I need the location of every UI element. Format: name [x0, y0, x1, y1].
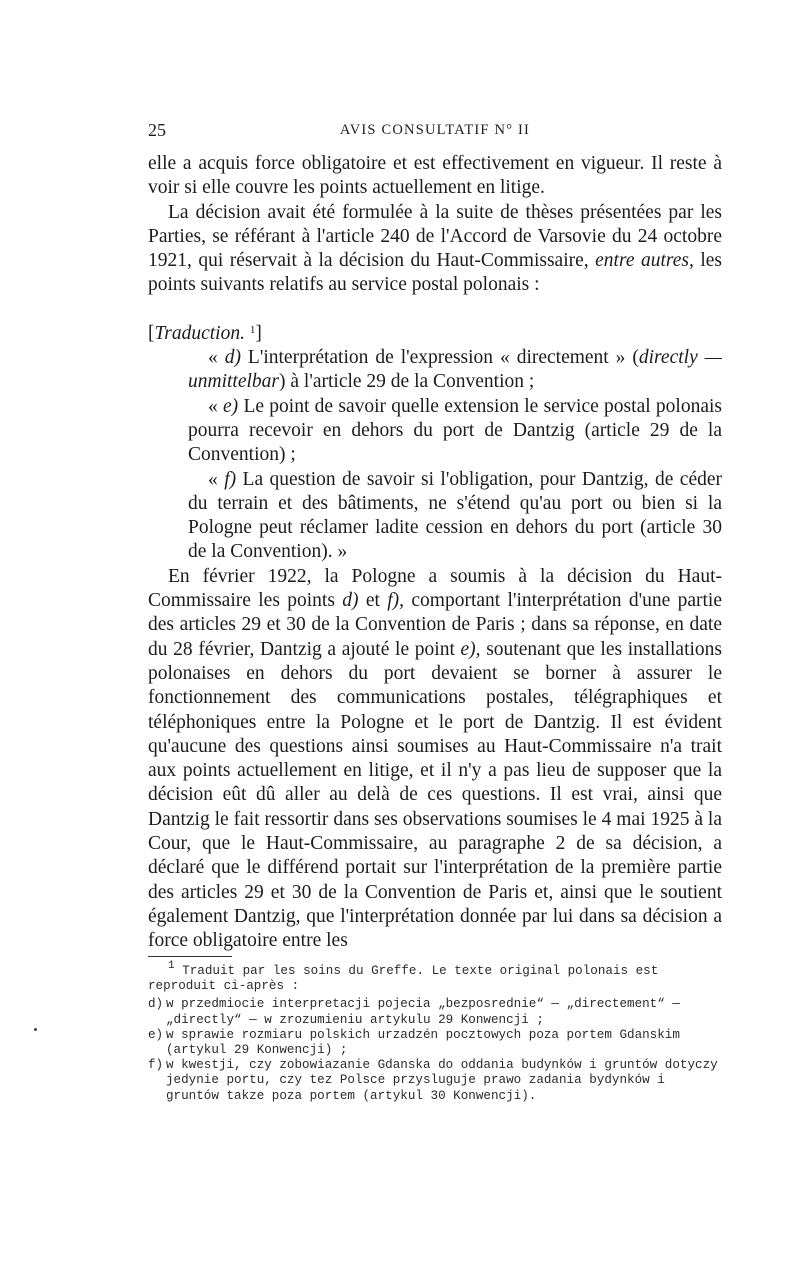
translation-label-text: Traduction. [154, 322, 245, 344]
paragraph-3-key-f: f), [387, 590, 405, 612]
paragraph-2-text-a: La décision avait été formulée à la suite de thèses présentées par les Parties, se référant à l'article 240 de l'Accord de Varsovie du 24 octobre 1921, qui réservait à la décision du Haut-Commissaire, [148, 201, 722, 272]
quote-key-e: e) [223, 395, 239, 417]
translation-label: [Traduction. $^1$] [148, 322, 262, 344]
quote-point-e [188, 395, 722, 468]
quote-text-d-b: ) à l'article 29 de la Convention ; [279, 371, 535, 393]
quote-text-f: La question de savoir si l'obligation, pour Dantzig, de céder du terrain et des bâtiments, ne s'étend qu'au port ou bien si la Pologne peut réclamer ladite cession en dehors du port (article 30 de la Convention). » [188, 468, 722, 563]
main-text [148, 152, 722, 954]
spacer [148, 298, 722, 322]
paragraph-3-text-a: En février 1922, la Pologne a soumis à la décision du Haut-Commissaire les points [148, 565, 722, 612]
footnote-item-e [148, 1028, 722, 1058]
footnote-divider [148, 956, 232, 957]
quote-key-f: f) [224, 468, 237, 490]
paragraph-2 [148, 201, 722, 298]
footnote-text-e: w sprawie rozmiaru polskich urzadzén pocztowych poza portem Gdanskim (artykul 29 Konwencji) ; [166, 1027, 680, 1058]
quote-emphasis-d: directly —unmittelbar [188, 347, 723, 393]
running-title: AVIS CONSULTATIF N° II [339, 122, 531, 138]
footnote-number: 1 [168, 960, 175, 972]
quoted-points [148, 346, 722, 565]
quote-open-f: « [208, 468, 225, 490]
footnote-text-f: w kwestji, czy zobowiazanie Gdanska do oddania budynków i gruntów dotyczy jedynie portu, czy tez Polsce przysluguje prawo zadania bydynków i gruntów takze poza portem (artykul 30 Konwencji). [166, 1058, 718, 1103]
footnote-intro-text: Traduit par les soins du Greffe. Le texte original polonais est reproduit ci-après : [148, 964, 659, 994]
quote-text-d-a: L'interprétation de l'expression « directement » ( [240, 347, 639, 369]
paragraph-3-key-d: d) [342, 590, 359, 612]
page-header [148, 120, 722, 146]
footnote-item-d [148, 997, 722, 1027]
paragraph-2-emphasis: entre autres, [595, 250, 694, 272]
translation-footnote-ref: 1 [249, 323, 256, 336]
footnote-text-d: w przedmiocie interpretacji pojecia „bezposrednie“ — „directement“ — „directly“ — w zrozumieniu artykulu 29 Konwencji ; [166, 997, 680, 1027]
footnote-key-e: e) [148, 1027, 164, 1042]
footnote-item-f [148, 1058, 722, 1104]
paragraph-3-text-d: soutenant que les installations polonaises en dehors du port devaient se borner à assurer le fonctionnement des communications postales, télégraphiques et téléphoniques entre la Pologne et le port de Dantzig. Il est évident qu'aucune des questions ainsi soumises au Haut-Commissaire n'a trait aux points actuellement en litige, et il n'y a pas lieu de supposer que la décision eût dû aller au delà de ces questions. Il est vrai, ainsi que Dantzig le fait ressortir dans ses observations soumises le 4 mai 1925 à la Cour, que le Haut-Commissaire, au paragraphe 2 de sa décision, a déclaré que le différend portait sur l'interprétation de la première partie des articles 29 et 30 de la Convention de Paris et, ainsi que le soutient également Dantzig, que l'interprétation donnée par lui dans sa décision a force obligatoire entre les [148, 638, 722, 952]
quote-open-d: « [208, 347, 225, 369]
quote-key-d: d) [224, 347, 241, 369]
paragraph-2-text-b: les points suivants relatifs au service postal polonais : [148, 250, 722, 296]
paragraph-1 [148, 152, 722, 201]
paragraph-3 [148, 565, 722, 954]
page-number: 25 [148, 120, 166, 140]
paragraph-3-text-b: et [358, 590, 388, 612]
quote-point-d [188, 346, 722, 395]
quote-text-e: Le point de savoir quelle extension le service postal polonais pourra recevoir en dehors du port de Dantzig (article 29 de la Convention) ; [188, 395, 722, 466]
paragraph-1-text: elle a acquis force obligatoire et est effectivement en vigueur. Il reste à voir si elle couvre les points actuellement en litige. [148, 153, 722, 199]
footnotes [148, 960, 722, 1104]
paragraph-3-key-e: e), [460, 638, 481, 660]
footnote-key-d: d) [148, 997, 164, 1012]
scan-speck [34, 1028, 37, 1031]
footnote-intro [148, 960, 722, 994]
quote-open-e: « [208, 395, 224, 417]
footnote-key-f: f) [148, 1058, 164, 1073]
paragraph-3-text-c: comportant l'interprétation d'une partie des articles 29 et 30 de la Convention de Paris ; dans sa réponse, en date du 28 février, Dantzig a ajouté le point [148, 590, 722, 660]
quote-point-f [188, 468, 722, 565]
